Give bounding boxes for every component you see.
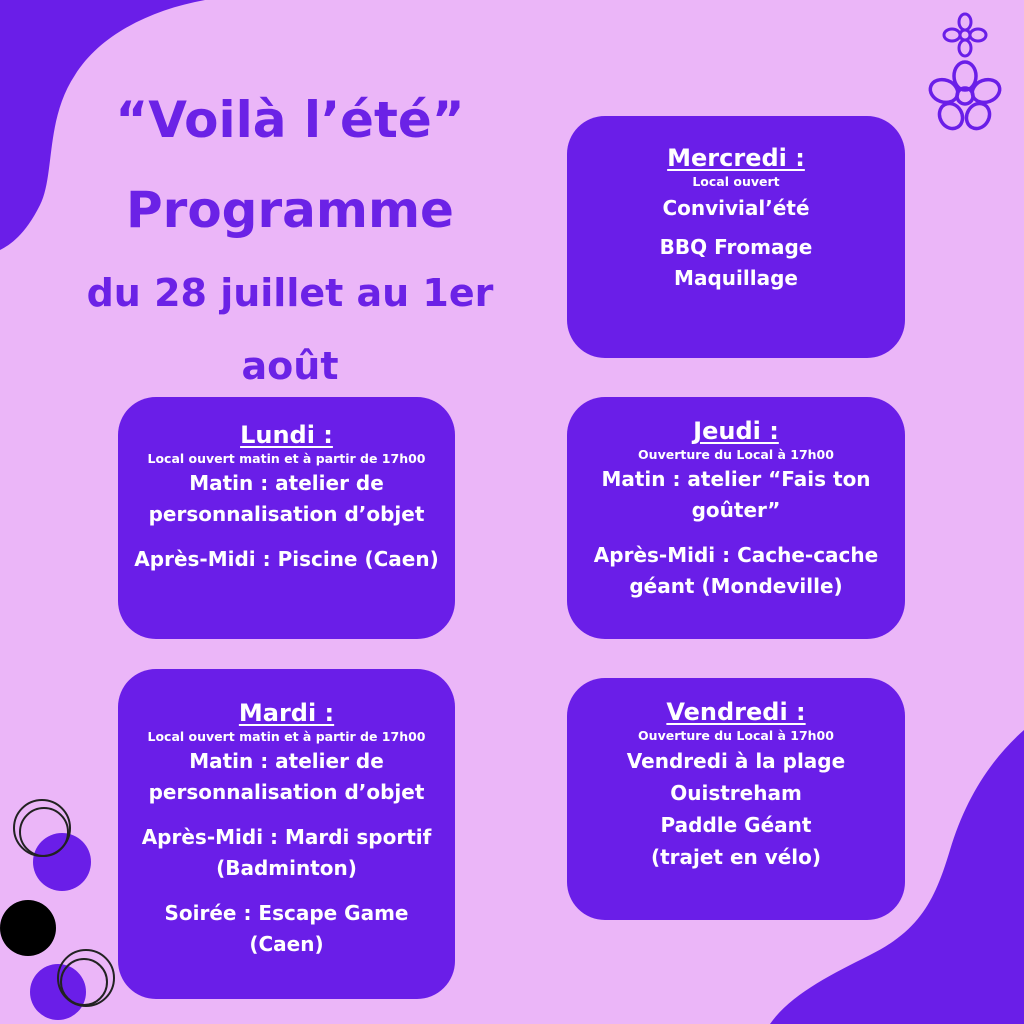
card-day: Vendredi : (666, 698, 806, 726)
card-line: Convivial’été (662, 196, 810, 220)
card-vendredi (567, 678, 905, 920)
card-line: BBQ Fromage (659, 235, 813, 259)
circle-icon (0, 800, 114, 1020)
card-subtitle: Local ouvert matin et à partir de 17h00 (147, 729, 426, 744)
card-line: personnalisation d’objet (148, 780, 425, 804)
card-line: Ouistreham (670, 781, 802, 805)
card-subtitle: Ouverture du Local à 17h00 (638, 447, 834, 462)
card-day: Lundi : (240, 421, 333, 449)
card-line: (Caen) (249, 932, 324, 956)
card-line: Matin : atelier “Fais ton (601, 467, 871, 491)
flower-icon (944, 14, 986, 56)
card-mardi (118, 669, 455, 999)
card-line: Après-Midi : Piscine (Caen) (134, 547, 439, 571)
card-subtitle: Ouverture du Local à 17h00 (638, 728, 834, 743)
card-line: (Badminton) (216, 856, 357, 880)
card-jeudi (567, 397, 905, 639)
card-line: goûter” (691, 498, 781, 522)
title-line-1: “Voilà l’été” (115, 91, 465, 149)
card-lundi (118, 397, 455, 639)
card-day: Mercredi : (667, 144, 805, 172)
card-day: Jeudi : (693, 417, 779, 445)
card-line: Vendredi à la plage (626, 749, 846, 773)
title-line-4: août (241, 344, 339, 388)
card-line: (trajet en vélo) (650, 845, 822, 869)
flower-icon (927, 62, 1003, 133)
title-line-2: Programme (126, 181, 454, 239)
card-line: Soirée : Escape Game (164, 901, 409, 925)
card-day: Mardi : (238, 699, 335, 727)
card-line: Matin : atelier de (189, 749, 384, 773)
title-line-3: du 28 juillet au 1er (86, 271, 494, 315)
card-mercredi (567, 116, 905, 358)
card-line: Paddle Géant (660, 813, 812, 837)
card-line: Maquillage (674, 266, 798, 290)
card-subtitle: Local ouvert matin et à partir de 17h00 (147, 451, 426, 466)
card-line: géant (Mondeville) (629, 574, 843, 598)
card-line: personnalisation d’objet (148, 502, 425, 526)
card-line: Après-Midi : Cache-cache (593, 543, 879, 567)
card-subtitle: Local ouvert (692, 174, 780, 189)
card-line: Après-Midi : Mardi sportif (141, 825, 432, 849)
card-line: Matin : atelier de (189, 471, 384, 495)
